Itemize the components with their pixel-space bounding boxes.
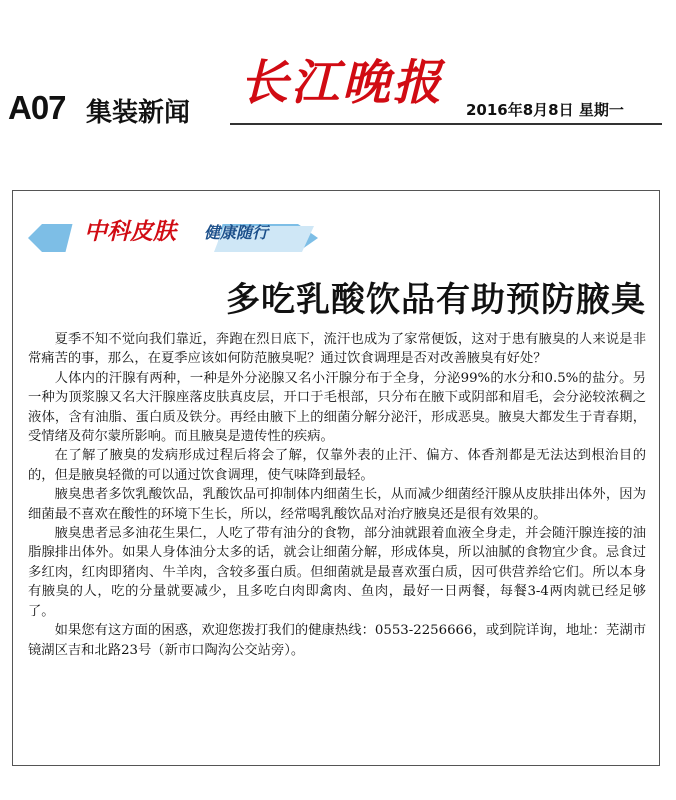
section-title: 集装新闻 (86, 98, 191, 128)
issue-date: 2016年8月8日 星期一 (466, 101, 624, 119)
header-rule (230, 123, 662, 125)
paragraph: 腋臭患者忌多油花生果仁，人吃了带有油分的食物，部分油就跟着血液全身走，并会随汗腺连接的油脂腺排出体外。如果人身体油分太多的话，就会让细菌分解，形成体臭，所以油腻的食物宜少食。忌食过多红肉，红肉即猪肉、牛羊肉，含较多蛋白质。但细菌就是最喜欢蛋白质，因可供营养给它们。所以本身有腋臭的人，吃的分量就要减少，且多吃白肉即禽肉、鱼肉，最好一日两餐，每餐3-4两肉就已经足够了。 (28, 526, 646, 619)
paragraph: 人体内的汗腺有两种，一种是外分泌腺又名小汗腺分布于全身，分泌99%的水分和0.5%的盐分。另一种为顶浆腺又名大汗腺座落皮肤真皮层，开口于毛根部，只分布在腋下或阴部和眉毛，会分泌较浓稠之液体，含有油脂、蛋白质及铁分。再经由腋下上的细菌分解分泌汗，形成恶臭。腋臭大都发生于青春期，受情绪及荷尔蒙所影响。而且腋臭是遗传性的疾病。 (28, 370, 646, 445)
paragraph: 如果您有这方面的困惑，欢迎您拨打我们的健康热线：0553-2256666，或到院详询，地址：芜湖市镜湖区吉和北路23号（新市口陶沟公交站旁）。 (28, 623, 646, 658)
page-number: A07 (8, 89, 66, 126)
paragraph: 腋臭患者多饮乳酸饮品，乳酸饮品可抑制体内细菌生长，从而减少细菌经汗腺从皮肤排出体外，因为细菌最不喜欢在酸性的环境下生长，所以，经常喝乳酸饮品对治疗腋臭还是很有效果的。 (28, 487, 646, 522)
paragraph: 在了解了腋臭的发病形成过程后将会了解，仅靠外表的止汗、偏方、体香剂都是无法达到根治目的的，但是腋臭轻微的可以通过饮食调理，使气味降到最轻。 (28, 448, 646, 483)
column-brand: 中科皮肤 (84, 219, 176, 245)
article-title: 多吃乳酸饮品有助预防腋臭 (226, 280, 646, 320)
article-body (28, 330, 646, 660)
masthead-logo: 长江晚报 (240, 55, 445, 111)
paragraph: 夏季不知不觉向我们靠近，奔跑在烈日底下，流汗也成为了家常便饭，这对于患有腋臭的人来说是非常痛苦的事，那么，在夏季应该如何防范腋臭呢？通过饮食调理是否对改善腋臭有好处？ (28, 332, 646, 367)
column-tag: 健康随行 (204, 223, 269, 242)
